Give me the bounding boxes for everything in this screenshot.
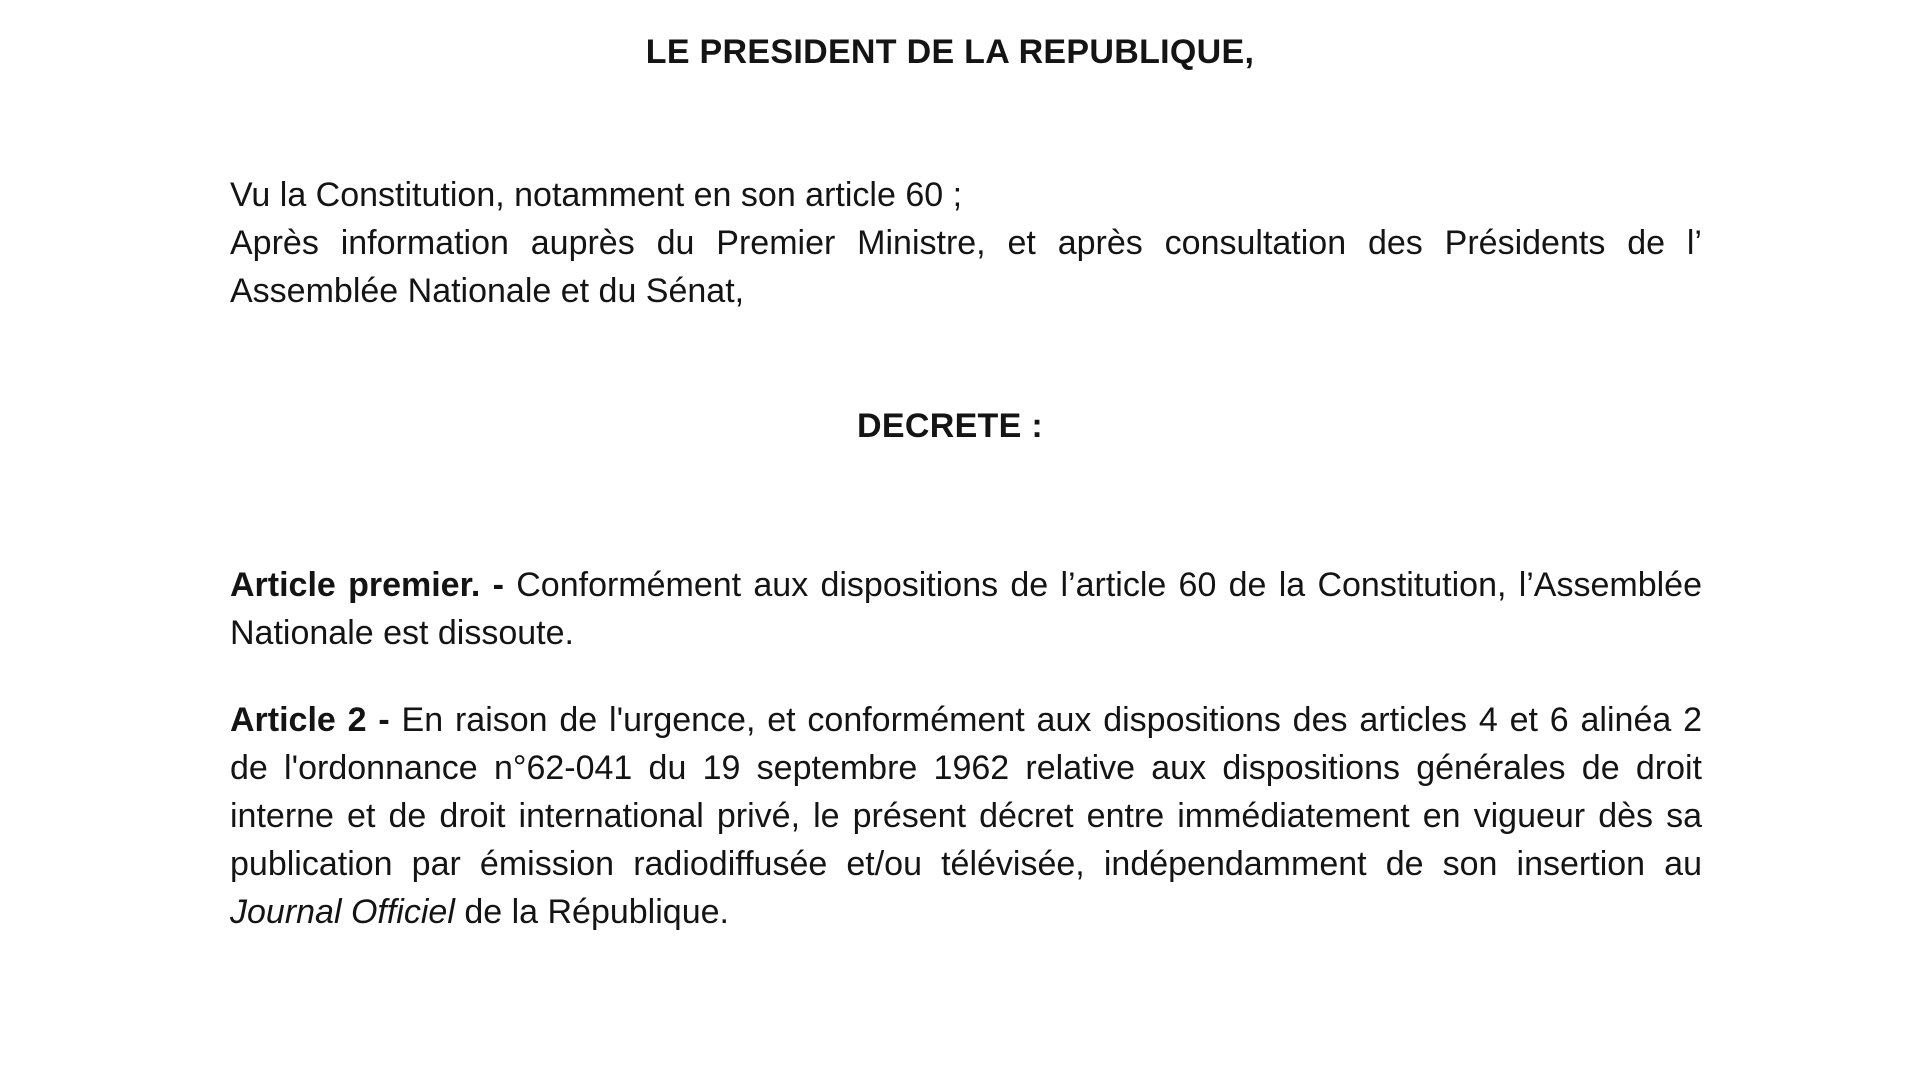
article-2-text-end: de la République. (454, 893, 729, 931)
article-premier-paragraph (230, 561, 1702, 657)
decrete-heading: DECRETE : (857, 407, 1043, 445)
preamble-constitution: Vu la Constitution, notamment en son article 60 ; (230, 176, 963, 214)
article-2-paragraph (230, 696, 1702, 936)
president-heading: LE PRESIDENT DE LA REPUBLIQUE, (645, 33, 1255, 71)
article-2-label: Article 2 - (230, 701, 390, 739)
preamble (230, 171, 1702, 315)
article-2-text: En raison de l'urgence, et conformément aux dispositions des articles 4 et 6 alinéa 2 de l'ordonnance n°62-041 du 19 septembre 1962 relative aux dispositions générales de droit interne et de droit international privé, le présent décret entre immédiatement en vigueur dès sa publication par émission radiodiffusée et/ou télévisée, indépendamment de son insertion au (230, 701, 1702, 883)
article-premier (230, 561, 1702, 657)
journal-officiel-text: Journal Officiel (230, 893, 455, 931)
article-premier-label: Article premier. - (230, 566, 504, 604)
article-premier-text: Conformément aux dispositions de l’article 60 de la Constitution, l’Assemblée Nationale est dissoute. (230, 566, 1702, 652)
preamble-consultation: Après information auprès du Premier Ministre, et après consultation des Présidents de l’ Assemblée Nationale et du Sénat, (230, 224, 1702, 310)
article-2 (230, 696, 1702, 936)
